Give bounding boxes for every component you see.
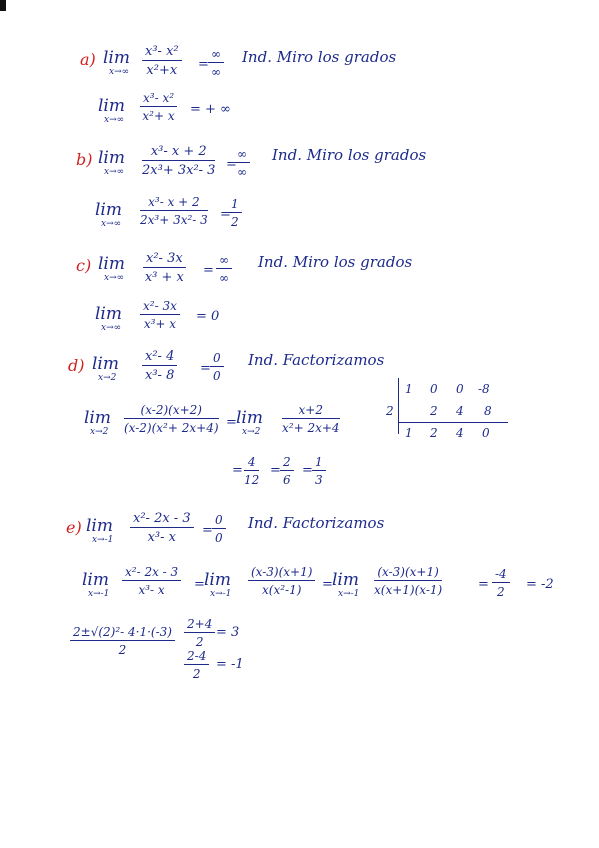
limit-c-1: lim x→∞: [98, 254, 125, 283]
equals-sign: =: [302, 463, 313, 478]
exercise-e-label: e): [66, 518, 82, 537]
ruffini-horizontal-line: [398, 422, 508, 423]
root-2-result: = -1: [216, 657, 244, 672]
ruffini-cell: 1: [405, 426, 413, 440]
equals-sign: =: [198, 57, 209, 72]
equals-sign: =: [226, 157, 237, 172]
ruffini-cell: 1: [405, 382, 413, 396]
equals-sign: =: [200, 361, 211, 376]
equals-sign: =: [203, 263, 214, 278]
fraction-e-indeterminate: $\frac{0}{0}$: [212, 514, 226, 544]
fraction-e-3: $\frac{(x-3)(x+1)}{\text{x(x²-1)}}$: [248, 566, 315, 596]
limit-e-1: lim x→-1: [86, 516, 114, 545]
ruffini-cell: 4: [456, 426, 464, 440]
fraction-b-2: $\frac{\text{x³- x + 2}}{\text{2x³+ 3x²- 3}}$: [140, 195, 208, 227]
note-c: Ind. Miro los grados: [258, 253, 413, 271]
exercise-c-label: c): [76, 256, 92, 275]
root-2-fraction: $\frac{2-4}{2}$: [184, 650, 209, 680]
limit-d-1: lim x→2: [92, 354, 119, 383]
fraction-b-indeterminate: ∞ ∞: [234, 148, 250, 178]
fraction-e-4: $\frac{(x-3)(x+1)}{x(x+1)(x-1)}$: [374, 565, 443, 597]
fraction-d-indeterminate: $\frac{0}{0}$: [210, 352, 224, 382]
equals-sign: =: [232, 463, 243, 478]
fraction-a-1: $\frac{\text{x³- x²}}{\text{x²+x}}$: [142, 45, 182, 77]
exercise-b-label: b): [76, 150, 93, 169]
limit-e-3: lim x→-1: [204, 570, 232, 599]
equals-sign: =: [322, 577, 333, 592]
root-1-result: = 3: [216, 625, 240, 640]
fraction-e-5: $\frac{-4}{2}$: [492, 568, 510, 598]
limit-d-2: lim x→2: [84, 408, 111, 437]
exercise-a-label: a): [80, 50, 96, 69]
ruffini-cell: 8: [484, 404, 492, 418]
result-e: = -2: [526, 577, 554, 592]
equals-sign: =: [194, 577, 205, 592]
root-1-fraction: $\frac{2+4}{2}$: [184, 618, 215, 648]
equals-sign: =: [478, 577, 489, 592]
fraction-e-1: $\frac{\text{x²- 2x - 3}}{\text{x³- x}}$: [130, 512, 194, 544]
limit-c-2: lim x→∞: [95, 304, 122, 333]
fraction-c-indeterminate: ∞ ∞: [216, 254, 232, 284]
equals-sign: =: [220, 207, 231, 222]
equals-sign: =: [202, 523, 213, 538]
note-d: Ind. Factorizamos: [248, 351, 385, 369]
limit-a-2: lim x→∞: [98, 96, 125, 125]
fraction-e-2: $\frac{\text{x²- 2x - 3}}{\text{x³- x}}$: [122, 566, 181, 596]
result-c: = 0: [196, 309, 220, 324]
fraction-d-3: $\frac{x+2}{\text{x²+ 2x+4}}$: [282, 403, 340, 435]
limit-b-2: lim x→∞: [95, 200, 122, 229]
fraction-d-6: $\frac{1}{3}$: [312, 456, 326, 486]
limit-e-2: lim x→-1: [82, 570, 110, 599]
limit-a-1: lim x→∞: [103, 48, 130, 77]
equals-sign: =: [226, 415, 237, 430]
fraction-d-2: $\frac{(x-2)(x+2)}{\text{(x-2)(x²+ 2x+4)}}$: [124, 403, 219, 435]
fraction-d-5: $\frac{2}{6}$: [280, 456, 294, 486]
ruffini-cell: 0: [482, 426, 490, 440]
fraction-b-1: $\frac{\text{x³- x + 2}}{\text{2x³+ 3x²- 3}}$: [142, 144, 216, 178]
ruffini-cell: 4: [456, 404, 464, 418]
quadratic-formula: $\frac{\text{2±√(2)²- 4·1·(-3)}}{2}$: [70, 626, 175, 656]
fraction-d-1: $\frac{\text{x²- 4}}{\text{x³- 8}}$: [142, 350, 177, 382]
ruffini-cell: -8: [478, 382, 490, 396]
ruffini-vertical-line: [398, 378, 399, 434]
limit-b-1: lim x→∞: [98, 148, 125, 177]
note-b: Ind. Miro los grados: [272, 146, 427, 164]
ruffini-cell: 2: [430, 404, 438, 418]
result-a: = + ∞: [190, 102, 231, 117]
note-a: Ind. Miro los grados: [242, 48, 397, 66]
ruffini-root: 2: [386, 404, 394, 418]
fraction-c-2: $\frac{\text{x²- 3x}}{\text{x³+ x}}$: [140, 300, 180, 330]
fraction-a-2: $\frac{\text{x³- x²}}{\text{x²+ x}}$: [140, 92, 177, 122]
equals-sign: =: [270, 463, 281, 478]
fraction-a-indeterminate: ∞ ∞: [208, 48, 224, 78]
ruffini-cell: 0: [430, 382, 438, 396]
fraction-c-1: $\frac{\text{x²- 3x}}{\text{x³ + x}}$: [144, 251, 184, 285]
exercise-d-label: d): [68, 356, 85, 375]
ruffini-cell: 0: [456, 382, 464, 396]
note-e: Ind. Factorizamos: [248, 514, 385, 532]
limit-e-4: lim x→-1: [332, 570, 360, 599]
ruffini-cell: 2: [430, 426, 438, 440]
scan-corner-mark: [0, 0, 6, 11]
fraction-b-result: $\frac{1}{2}$: [228, 198, 242, 228]
limit-d-3: lim x→2: [236, 408, 263, 437]
fraction-d-4: $\frac{4}{12}$: [244, 455, 260, 487]
